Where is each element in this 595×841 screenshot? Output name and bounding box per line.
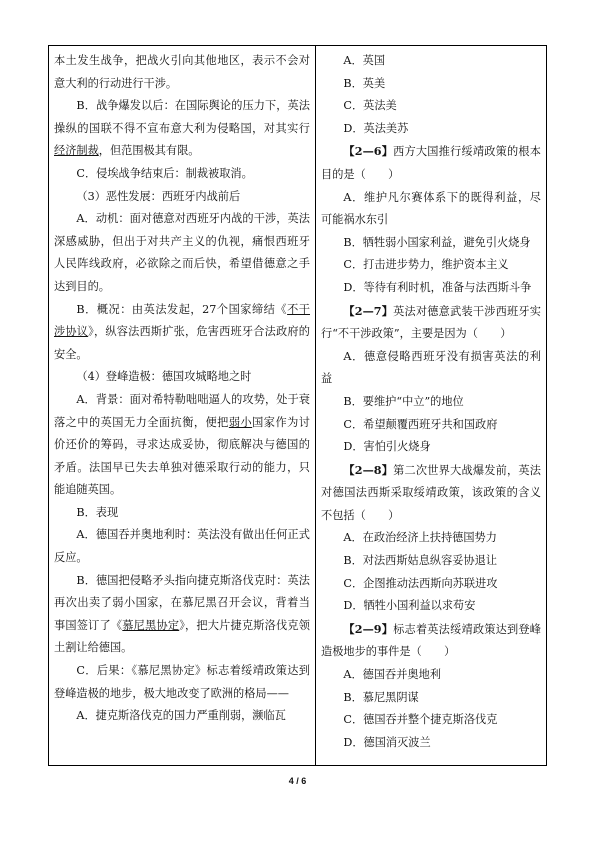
question-2-7 xyxy=(321,300,541,346)
option-d: D．害怕引火烧身 xyxy=(343,440,431,454)
text-run: 》，把大片捷克斯洛伐克领土割让给德国。 xyxy=(54,618,310,655)
option-d: D．英法美苏 xyxy=(343,121,409,135)
option-a: A．维护凡尔赛体系下的既得利益，尽可能祸水东引 xyxy=(321,190,541,227)
option-d: D．牺牲小国利益以求苟安 xyxy=(343,599,476,613)
underlined-term: 不干涉协议 xyxy=(54,302,310,339)
left-para-5: A．动机：面对德意对西班牙内战的干涉，英法深感威胁，但出于对共产主义的仇视，痛恨西班牙人民阵线政府，必欲除之而后快，希望借德意之手达到目的。 xyxy=(54,212,310,293)
option-c: C．打击进步势力，维护资本主义 xyxy=(343,258,509,272)
text-run: B．概况：由英法发起，27个国家缔结《 xyxy=(76,302,288,316)
left-para-13: A．捷克斯洛伐克的国力严重削弱，濒临瓦 xyxy=(76,709,286,723)
question-tag: 【2—6】 xyxy=(343,144,394,159)
question-2-9 xyxy=(321,618,541,664)
column-divider xyxy=(315,45,316,766)
left-column xyxy=(54,50,310,728)
page-number: 4 / 6 xyxy=(288,776,307,786)
left-para-1: 本土发生战争，把战火引向其他地区，表示不会对意大利的行动进行干涉。 xyxy=(54,54,310,90)
option-c: C．英法美 xyxy=(343,99,397,113)
option-c: C．德国吞并整个捷克斯洛伐克 xyxy=(343,713,498,727)
right-column xyxy=(321,50,541,754)
left-para-6 xyxy=(54,299,310,367)
text-run: 国家作为讨价还价的筹码，寻求达成妥协，彻底解决与德国的矛盾。法国早已失去单独对德采取行动的能力，只能追随英国。 xyxy=(54,415,310,497)
left-heading-3: （3）恶性发展：西班牙内战前后 xyxy=(76,189,241,203)
text-run: B．德国把侵略矛头指向捷克斯洛伐克时：英法再次出卖了弱小国家，在慕尼黑召开会议，背着当事国签订了《 xyxy=(54,573,310,632)
text-run: 》，纵容法西斯扩张，危害西班牙合法政府的安全。 xyxy=(54,325,310,361)
question-tag: 【2—8】 xyxy=(343,462,394,477)
option-b: B．要维护“中立”的地位 xyxy=(343,394,464,408)
question-text: 西方大国推行绥靖政策的根本目的是（ ） xyxy=(321,145,541,181)
question-tag: 【2—7】 xyxy=(343,303,394,318)
left-heading-4: （4）登峰造极：德国攻城略地之时 xyxy=(76,370,252,384)
left-para-9: B．表现 xyxy=(76,505,119,519)
text-run: B．战争爆发以后：在国际舆论的压力下，英法操纵的国联不得不宣布意大利为侵略国，对其实行 xyxy=(54,99,310,135)
underlined-term: 慕尼黑协定 xyxy=(122,618,180,632)
option-b: B．英美 xyxy=(343,76,386,90)
option-c: C．企图推动法西斯向苏联进攻 xyxy=(343,576,498,590)
left-para-3: C．侵埃战争结束后：制裁被取消。 xyxy=(76,166,253,180)
option-c: C．希望颠覆西班牙共和国政府 xyxy=(343,417,498,431)
question-text: 第二次世界大战爆发前，英法对德国法西斯采取绥靖政策，该政策的含义不包括（ ） xyxy=(321,463,541,522)
question-text: 英法对德意武装干涉西班牙实行“不干涉政策”，主要是因为（ ） xyxy=(321,304,541,341)
option-a: A．在政治经济上扶持德国势力 xyxy=(343,531,497,545)
question-2-6 xyxy=(321,140,541,186)
left-para-8 xyxy=(54,389,310,502)
text-run: ，但范围极其有限。 xyxy=(98,144,200,158)
left-para-11 xyxy=(54,570,310,660)
option-a: A．德国吞并奥地利 xyxy=(343,668,441,682)
option-b: B．慕尼黑阴谋 xyxy=(343,690,419,704)
left-para-2 xyxy=(54,95,310,163)
option-b: B．对法西斯姑息纵容妥协退让 xyxy=(343,554,498,568)
underlined-term: 弱小 xyxy=(228,415,253,429)
option-b: B．牺牲弱小国家利益，避免引火烧身 xyxy=(343,235,531,249)
question-tag: 【2—9】 xyxy=(343,621,394,636)
option-a: A．英国 xyxy=(343,54,386,67)
option-a: A．德意侵略西班牙没有损害英法的利益 xyxy=(321,349,541,386)
text-run: A．背景：面对希特勒咄咄逼人的攻势，处于衰落之中的英国无力全面抗衡，便把 xyxy=(54,392,310,429)
left-para-10: A．德国吞并奥地利时：英法没有做出任何正式反应。 xyxy=(54,528,310,565)
option-d: D．等待有利时机，准备与法西斯斗争 xyxy=(343,280,532,294)
question-2-8 xyxy=(321,459,541,528)
underlined-term: 经济制裁 xyxy=(54,144,99,158)
option-d: D．德国消灭波兰 xyxy=(343,735,431,749)
left-para-12: C．后果：《慕尼黑协定》标志着绥靖政策达到登峰造极的地步，极大地改变了欧洲的格局—— xyxy=(54,664,310,700)
question-text: 标志着英法绥靖政策达到登峰造极地步的事件是（ ） xyxy=(321,622,541,659)
